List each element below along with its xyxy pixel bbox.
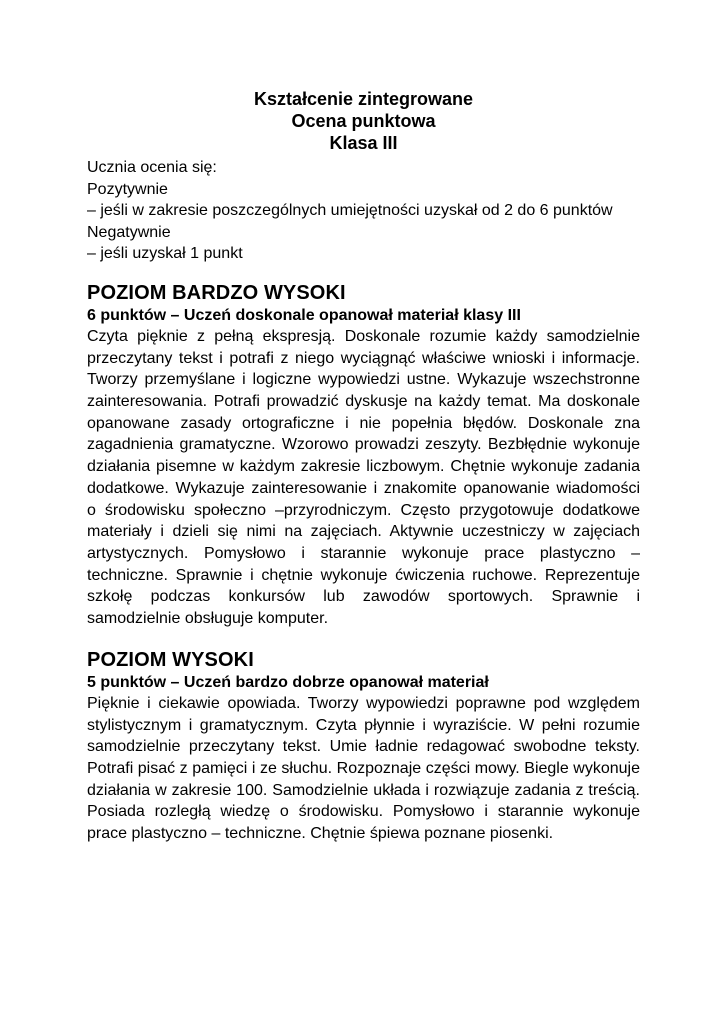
intro-line: Pozytywnie <box>87 180 168 198</box>
section-heading: POZIOM WYSOKI <box>87 648 254 671</box>
section-subheading: 5 punktów – Uczeń bardzo dobrze opanował materiał <box>87 673 489 691</box>
intro-line: Negatywnie <box>87 223 171 241</box>
section-subheading: 6 punktów – Uczeń doskonale opanował materiał klasy III <box>87 306 521 324</box>
document-page <box>87 88 640 845</box>
section-body: Pięknie i ciekawie opowiada. Tworzy wypowiedzi poprawne pod względem stylistycznym i gramatycznym. Czyta płynnie i wyraziście. W pełni rozumie samodzielnie przeczytany tekst. Umie ładnie redagować swobodne teksty. Potrafi pisać z pamięci i ze słuchu. Rozpoznaje części mowy. Biegle wykonuje działania w zakresie 100. Samodzielnie układa i rozwiązuje zadania z treścią. Posiada rozległą wiedzę o środowisku. Pomysłowo i starannie wykonuje prace plastyczno – techniczne. Chętnie śpiewa poznane piosenki. <box>87 694 640 843</box>
section-high <box>87 648 640 845</box>
subtitle-line: Ocena punktowa <box>291 111 436 131</box>
section-very-high <box>87 281 640 630</box>
class-line: Klasa III <box>329 133 398 153</box>
intro-line: – jeśli uzyskał 1 punkt <box>87 245 243 263</box>
section-heading: POZIOM BARDZO WYSOKI <box>87 281 346 304</box>
document-title <box>87 88 640 154</box>
intro-line: Ucznia ocenia się: <box>87 159 217 176</box>
grading-intro <box>87 157 640 265</box>
intro-line: – jeśli w zakresie poszczególnych umiejętności uzyskał od 2 do 6 punktów <box>87 202 613 220</box>
section-body: Czyta pięknie z pełną ekspresją. Doskonale rozumie każdy samodzielnie przeczytany tekst i potrafi z niego wyciągnąć właściwe wnioski i informacje. Tworzy przemyślane i logiczne wypowiedzi ustne. Wykazuje wszechstronne zainteresowania. Potrafi prowadzić dyskusje na każdy temat. Ma doskonale opanowane zasady ortograficzne i nie popełnia błędów. Doskonale zna zagadnienia gramatyczne. Wzorowo prowadzi zeszyty. Bezbłędnie wykonuje działania pisemne w każdym zakresie liczbowym. Chętnie wykonuje zadania dodatkowe. Wykazuje zainteresowanie i znakomite opanowanie wiadomości o środowisku społeczno –przyrodniczym. Często przygotowuje dodatkowe materiały i dzieli się nimi na zajęciach. Aktywnie uczestniczy w zajęciach artystycznych. Pomysłowo i starannie wykonuje prace plastyczno – techniczne. Sprawnie i chętnie wykonuje ćwiczenia ruchowe. Reprezentuje szkołę podczas konkursów lub zawodów sportowych. Sprawnie i samodzielnie obsługuje komputer. <box>87 327 640 628</box>
title-line: Kształcenie zintegrowane <box>253 89 474 109</box>
